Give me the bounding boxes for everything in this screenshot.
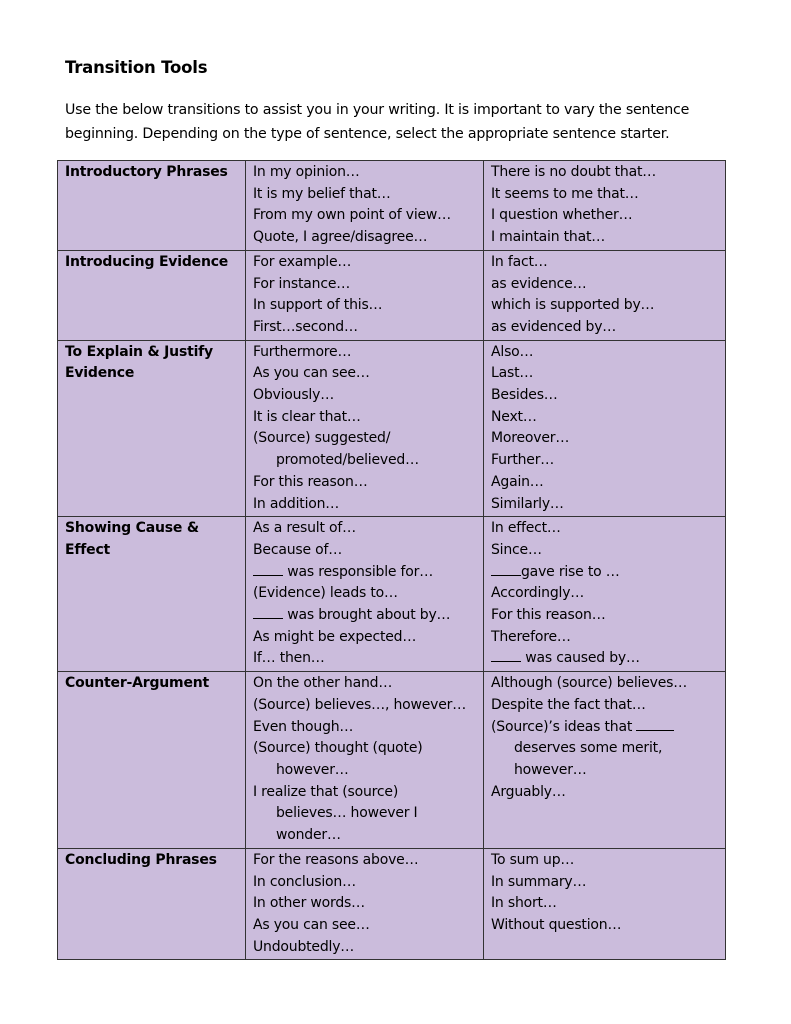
transition-phrase: Furthermore…	[253, 343, 352, 360]
table-row	[58, 250, 726, 340]
transition-phrase: It seems to me that…	[491, 185, 639, 202]
transition-phrase-with-blank	[491, 562, 719, 584]
transition-phrase: Similarly…	[491, 495, 564, 512]
transition-phrase-text: was brought about by…	[287, 607, 451, 624]
transition-phrase: Again…	[491, 473, 544, 490]
transition-phrase: It is clear that…	[253, 408, 361, 425]
transition-phrase: Also…	[491, 343, 534, 360]
transition-phrase: however…	[276, 761, 349, 778]
transitions-cell	[484, 517, 726, 672]
transition-phrase: In addition…	[253, 495, 340, 512]
transition-phrase: To sum up…	[491, 851, 575, 868]
transition-phrase: Moreover…	[491, 430, 570, 447]
transition-phrase: deserves some merit,	[514, 740, 663, 757]
transition-phrase: I question whether…	[491, 207, 633, 224]
transition-phrase: In effect…	[491, 520, 561, 537]
transition-phrase: believes… however I	[276, 805, 418, 822]
transition-phrase: however…	[514, 761, 587, 778]
transition-phrase-text: (Source)’s ideas that	[491, 718, 633, 735]
transition-phrase: For this reason…	[253, 473, 368, 490]
transition-phrase: On the other hand…	[253, 675, 393, 692]
transition-phrase: In my opinion…	[253, 164, 360, 180]
transition-phrase: (Source) suggested/	[253, 430, 391, 447]
transition-phrase: promoted/believed…	[276, 452, 419, 469]
transition-phrase: First…second…	[253, 318, 358, 335]
transition-phrase: as evidence…	[491, 275, 587, 292]
category-label: Introducing Evidence	[58, 250, 246, 340]
transitions-cell	[246, 250, 484, 340]
transition-phrase-with-blank	[491, 648, 719, 670]
transition-phrase-text: was responsible for…	[287, 563, 433, 580]
transition-phrase: For example…	[253, 253, 352, 270]
transition-phrase: For this reason…	[491, 607, 606, 624]
transition-phrase: If… then…	[253, 650, 325, 667]
transition-phrase: wonder…	[276, 827, 341, 844]
transition-phrase: As you can see…	[253, 365, 370, 382]
transition-phrase: which is supported by…	[491, 297, 655, 314]
table-row	[58, 848, 726, 960]
transition-phrase-text: was caused by…	[525, 650, 640, 667]
transition-phrase: (Evidence) leads to…	[253, 585, 398, 602]
category-label: Introductory Phrases	[58, 161, 246, 251]
transitions-cell	[484, 672, 726, 849]
transition-phrase: Without question…	[491, 916, 622, 933]
transition-phrase: Undoubtedly…	[253, 938, 355, 955]
transitions-cell	[246, 672, 484, 849]
transitions-cell	[246, 340, 484, 517]
blank-line	[491, 649, 521, 662]
transitions-cell	[484, 340, 726, 517]
table-row	[58, 672, 726, 849]
transitions-cell	[246, 517, 484, 672]
category-label: Showing Cause & Effect	[58, 517, 246, 672]
transition-phrase: From my own point of view…	[253, 207, 451, 224]
transition-phrase: In fact…	[491, 253, 548, 270]
transition-phrase: In conclusion…	[253, 873, 356, 890]
transition-phrase-with-blank	[491, 717, 719, 739]
category-label: Concluding Phrases	[58, 848, 246, 960]
transition-phrase: As you can see…	[253, 916, 370, 933]
transition-phrase: Obviously…	[253, 387, 334, 404]
transition-table	[57, 160, 726, 960]
transitions-cell	[484, 250, 726, 340]
blank-line	[491, 563, 521, 576]
transition-phrase-with-blank	[253, 562, 477, 584]
transition-phrase-text: gave rise to …	[521, 563, 620, 580]
transitions-cell	[484, 848, 726, 960]
transition-phrase: In summary…	[491, 873, 587, 890]
transition-phrase: (Source) believes…, however…	[253, 696, 466, 713]
transition-phrase: For instance…	[253, 275, 351, 292]
transition-phrase: Besides…	[491, 387, 558, 404]
transition-phrase: I maintain that…	[491, 229, 606, 246]
transition-phrase: Further…	[491, 452, 555, 469]
transition-phrase: Therefore…	[491, 628, 571, 645]
transition-phrase: I realize that (source)	[253, 783, 399, 800]
transition-phrase: Last…	[491, 365, 534, 382]
table-row	[58, 517, 726, 672]
transition-phrase: As a result of…	[253, 520, 356, 537]
transition-phrase: Accordingly…	[491, 585, 585, 602]
transition-phrase: In support of this…	[253, 297, 383, 314]
transition-phrase: Despite the fact that…	[491, 696, 646, 713]
table-row	[58, 340, 726, 517]
transition-phrase: Even though…	[253, 718, 354, 735]
blank-line	[253, 563, 283, 576]
transition-phrase: It is my belief that…	[253, 185, 391, 202]
category-label: Counter-Argument	[58, 672, 246, 849]
transition-phrase: Quote, I agree/disagree…	[253, 229, 428, 246]
transition-phrase: Since…	[491, 541, 542, 558]
transition-phrase: For the reasons above…	[253, 851, 419, 868]
table-row	[58, 161, 726, 251]
transition-phrase: Although (source) believes…	[491, 675, 688, 692]
transition-phrase: Arguably…	[491, 783, 566, 800]
blank-line	[636, 718, 674, 731]
transition-phrase: As might be expected…	[253, 628, 417, 645]
transition-phrase: There is no doubt that…	[491, 164, 657, 180]
intro-paragraph: Use the below transitions to assist you in your writing. It is important to vary the sentence beginning. Depending on the type of sentence, select the appropriate sentence starter.	[65, 102, 690, 142]
transition-phrase: as evidenced by…	[491, 318, 617, 335]
transition-phrase: In short…	[491, 895, 557, 912]
transition-phrase: In other words…	[253, 895, 365, 912]
transitions-cell	[246, 161, 484, 251]
blank-line	[253, 606, 283, 619]
transition-phrase-with-blank	[253, 605, 477, 627]
category-label: To Explain & Justify Evidence	[58, 340, 246, 517]
document-title: Transition Tools	[65, 58, 208, 77]
transitions-cell	[246, 848, 484, 960]
transition-phrase: (Source) thought (quote)	[253, 740, 423, 757]
transition-phrase: Next…	[491, 408, 537, 425]
transition-phrase: Because of…	[253, 541, 343, 558]
transitions-cell	[484, 161, 726, 251]
